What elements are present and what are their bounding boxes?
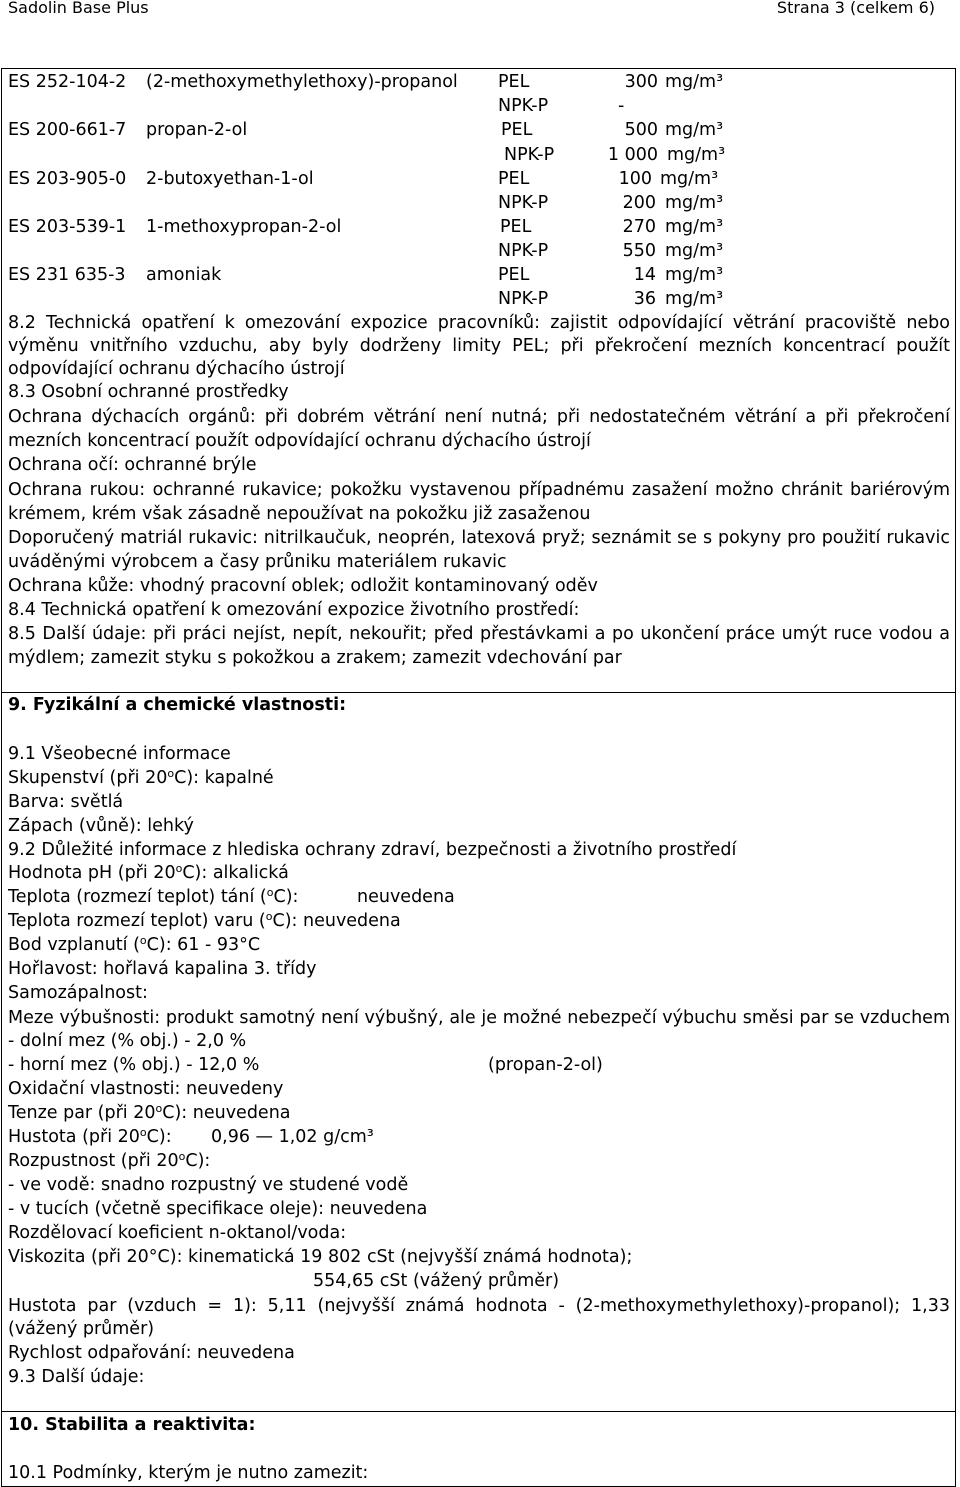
limit-type: NPK-P bbox=[498, 193, 549, 213]
upper-explosion-limit: - horní mez (% obj.) - 12,0 % bbox=[8, 1055, 260, 1075]
limit-value: 500 bbox=[624, 120, 658, 140]
evaporation-rate: Rychlost odpařování: neuvedena bbox=[8, 1343, 295, 1363]
limit-type: PEL bbox=[498, 72, 530, 92]
limit-type: NPK-P bbox=[498, 96, 549, 116]
limit-value: 300 bbox=[624, 72, 658, 92]
substance-name: propan-2-ol bbox=[146, 120, 248, 140]
density-value: 0,96 — 1,02 g/cm³ bbox=[211, 1127, 374, 1147]
section-9-title: 9. Fyzikální a chemické vlastnosti: bbox=[8, 695, 347, 715]
limit-unit: mg/m³ bbox=[665, 72, 724, 92]
density: Hustota (při 20$^o$C): bbox=[8, 1126, 172, 1147]
glove-material-line: Doporučený matriál rukavic: nitrilkaučuk, neoprén, latexová pryž; seznámit se s pokyny pro použití rukavic bbox=[8, 528, 950, 548]
limit-type: PEL bbox=[500, 217, 532, 237]
lower-explosion-limit: - dolní mez (% obj.) - 2,0 % bbox=[8, 1031, 247, 1051]
hand-protection-line: Ochrana rukou: ochranné rukavice; pokožku vystavenou případnému zasažení možno chránit bariérovým bbox=[8, 480, 950, 500]
vapor-density-line: Hustota par (vzduch = 1): 5,11 (nejvyšší známá hodnota - (2-methoxymethylethoxy)-propanol); 1,33 bbox=[8, 1296, 950, 1316]
substance-name: 1-methoxypropan-2-ol bbox=[146, 217, 342, 237]
limit-value: 14 bbox=[633, 265, 656, 285]
substance-name: amoniak bbox=[146, 265, 222, 285]
self-ignition: Samozápalnost: bbox=[8, 983, 148, 1003]
limit-type: NPK-P bbox=[504, 145, 555, 165]
limit-type: NPK-P bbox=[498, 241, 549, 261]
respiratory-protection-line: Ochrana dýchacích orgánů: při dobrém větrání není nutná; při nedostatečném větrání a při překročení bbox=[8, 407, 950, 427]
vapor-pressure: Tenze par (při 20$^o$C): neuvedena bbox=[8, 1102, 291, 1123]
limit-value: - bbox=[618, 96, 625, 116]
ec-number: ES 252-104-2 bbox=[8, 72, 127, 92]
limit-value: 270 bbox=[622, 217, 656, 237]
limit-unit: mg/m³ bbox=[667, 145, 726, 165]
paragraph-8-4: 8.4 Technická opatření k omezování expozice životního prostředí: bbox=[8, 600, 580, 620]
color-value: Barva: světlá bbox=[8, 792, 124, 812]
paragraph-8-2-line: odpovídající ochranu dýchacího ústrojí bbox=[8, 359, 345, 379]
heading-8-3: 8.3 Osobní ochranné prostředky bbox=[8, 382, 289, 402]
upper-limit-note: (propan-2-ol) bbox=[488, 1055, 603, 1075]
paragraph-8-5-line: mýdlem; zamezit styku s pokožkou a zrakem; zamezit vdechování par bbox=[8, 648, 622, 668]
physical-state: Skupenství (při 20$^o$C): kapalné bbox=[8, 767, 274, 788]
limit-unit: mg/m³ bbox=[660, 169, 719, 189]
limit-value: 100 bbox=[618, 169, 652, 189]
heading-10-1: 10.1 Podmínky, kterým je nutno zamezit: bbox=[8, 1463, 369, 1483]
melting-point-value: neuvedena bbox=[357, 887, 455, 907]
explosion-limits: Meze výbušnosti: produkt samotný není výbušný, ale je možné nebezpečí výbuchu směsi par se vzduchem bbox=[8, 1008, 950, 1028]
odor-value: Zápach (vůně): lehký bbox=[8, 816, 194, 836]
limit-type: NPK-P bbox=[498, 289, 549, 309]
limit-value: 550 bbox=[622, 241, 656, 261]
heading-9-2: 9.2 Důležité informace z hlediska ochrany zdraví, bezpečnosti a životního prostředí bbox=[8, 840, 737, 860]
ec-number: ES 231 635-3 bbox=[8, 265, 126, 285]
substance-name: 2-butoxyethan-1-ol bbox=[146, 169, 314, 189]
oxidizing-properties: Oxidační vlastnosti: neuvedeny bbox=[8, 1079, 284, 1099]
paragraph-8-2-line: 8.2 Technická opatření k omezování expozice pracovníků: zajistit odpovídající větrání pracoviště nebo bbox=[8, 313, 950, 333]
solubility: Rozpustnost (při 20$^o$C): bbox=[8, 1150, 211, 1171]
limit-unit: mg/m³ bbox=[665, 120, 724, 140]
vapor-density-line: (vážený průměr) bbox=[8, 1319, 155, 1339]
limit-value: 1 000 bbox=[607, 145, 658, 165]
boiling-point: Teplota rozmezí teplot) varu ($^o$C): neuvedena bbox=[8, 910, 401, 931]
limit-type: PEL bbox=[498, 265, 530, 285]
partition-coefficient: Rozdělovací koeficient n-oktanol/voda: bbox=[8, 1223, 347, 1243]
header-product: Sadolin Base Plus bbox=[8, 0, 149, 17]
ec-number: ES 200-661-7 bbox=[8, 120, 127, 140]
water-solubility: - ve vodě: snadno rozpustný ve studené vodě bbox=[8, 1175, 409, 1195]
heading-9-1: 9.1 Všeobecné informace bbox=[8, 744, 231, 764]
hand-protection-line: krémem, krém však zásadně nepoužívat na pokožku již zasaženou bbox=[8, 504, 591, 524]
eye-protection: Ochrana očí: ochranné brýle bbox=[8, 455, 257, 475]
limit-type: PEL bbox=[501, 120, 533, 140]
melting-point: Teplota (rozmezí teplot) tání ($^o$C): bbox=[8, 886, 299, 907]
glove-material-line: uváděnými výrobcem a časy průniku materiálem rukavic bbox=[8, 552, 507, 572]
limit-value: 200 bbox=[622, 193, 656, 213]
respiratory-protection-line: mezních koncentrací použít odpovídající ochranu dýchacího ústrojí bbox=[8, 431, 591, 451]
limit-unit: mg/m³ bbox=[665, 265, 724, 285]
heading-9-3: 9.3 Další údaje: bbox=[8, 1367, 145, 1387]
paragraph-8-5-line: 8.5 Další údaje: při práci nejíst, nepít, nekouřit; před přestávkami a po ukončení práce umýt ruce vodou a bbox=[8, 624, 950, 644]
skin-protection: Ochrana kůže: vhodný pracovní oblek; odložit kontaminovaný oděv bbox=[8, 576, 598, 596]
limit-unit: mg/m³ bbox=[665, 289, 724, 309]
section-10-title: 10. Stabilita a reaktivita: bbox=[8, 1415, 256, 1435]
header-page-number: Strana 3 (celkem 6) bbox=[776, 0, 935, 17]
substance-name: (2-methoxymethylethoxy)-propanol bbox=[146, 72, 458, 92]
flash-point: Bod vzplanutí ($^o$C): 61 - 93°C bbox=[8, 934, 261, 955]
limit-unit: mg/m³ bbox=[665, 241, 724, 261]
limit-type: PEL bbox=[498, 169, 530, 189]
ph-value: Hodnota pH (při 20$^o$C): alkalická bbox=[8, 862, 289, 883]
flammability: Hořlavost: hořlavá kapalina 3. třídy bbox=[8, 959, 317, 979]
viscosity-average: 554,65 cSt (vážený průměr) bbox=[313, 1271, 560, 1291]
limit-unit: mg/m³ bbox=[665, 217, 724, 237]
paragraph-8-2-line: výměnu vnitřního vzduchu, aby byly dodrženy limity PEL; při překročení mezních koncentrací použít bbox=[8, 336, 950, 356]
limit-unit: mg/m³ bbox=[665, 193, 724, 213]
viscosity: Viskozita (při 20°C): kinematická 19 802 cSt (nejvyšší známá hodnota); bbox=[8, 1247, 633, 1267]
ec-number: ES 203-539-1 bbox=[8, 217, 127, 237]
limit-value: 36 bbox=[633, 289, 656, 309]
ec-number: ES 203-905-0 bbox=[8, 169, 127, 189]
fat-solubility: - v tucích (včetně specifikace oleje): neuvedena bbox=[8, 1199, 428, 1219]
